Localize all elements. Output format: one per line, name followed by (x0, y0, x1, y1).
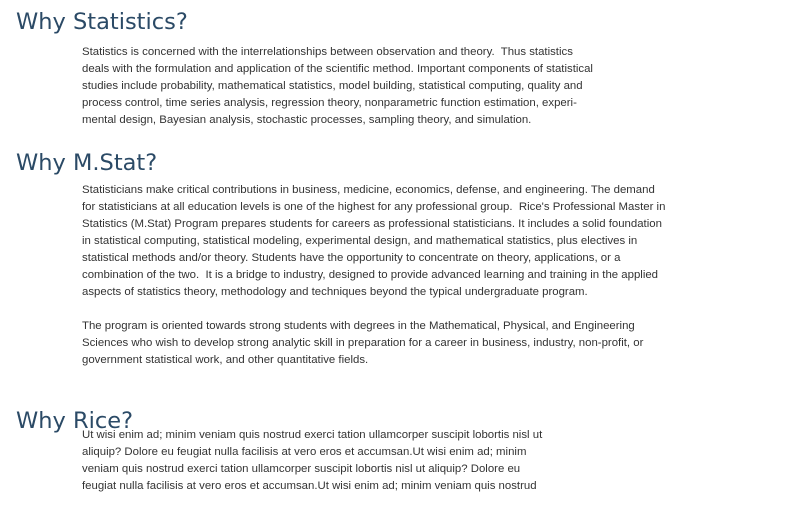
mstat-paragraph-line: for statisticians at all education levels is one of the highest for any professional group. Rice's Professional Master in (82, 201, 666, 213)
rice-paragraph-line: veniam quis nostrud exerci tation ullamcorper suscipit lobortis nisl ut aliquip? Dolore eu (82, 463, 521, 475)
rice-paragraph-line: Ut wisi enim ad; minim veniam quis nostrud exerci tation ullamcorper suscipit lobortis nisl ut (82, 429, 543, 441)
mstat-paragraph-line: aspects of statistics theory, methodology and techniques beyond the typical undergraduate program. (82, 286, 588, 298)
mstat-paragraph-line: Statisticians make critical contributions in business, medicine, economics, defense, and engineering. The demand (82, 184, 655, 196)
heading-why-rice: Why Rice? (16, 408, 134, 434)
program-paragraph-line: Sciences who wish to develop strong analytic skill in preparation for a career in business, industry, non-profit, or (82, 337, 644, 349)
statistics-paragraph-line: studies include probability, mathematical statistics, model building, statistical computing, quality and (82, 80, 583, 92)
rice-paragraph-line: feugiat nulla facilisis at vero eros et accumsan.Ut wisi enim ad; minim veniam quis nostrud (82, 480, 537, 492)
mstat-paragraph-line: combination of the two. It is a bridge to industry, designed to provide advanced learning and training in the applied (82, 269, 659, 281)
statistics-paragraph-line: deals with the formulation and application of the scientific method. Important components of statistical (82, 63, 593, 75)
program-paragraph-line: The program is oriented towards strong students with degrees in the Mathematical, Physical, and Engineering (82, 320, 635, 332)
heading-why-mstat: Why M.Stat? (16, 150, 158, 176)
heading-why-statistics: Why Statistics? (16, 9, 188, 35)
mstat-paragraph-line: Statistics (M.Stat) Program prepares students for careers as professional statisticians. It includes a solid foundation (82, 218, 662, 230)
rice-paragraph-line: aliquip? Dolore eu feugiat nulla facilisis at vero eros et accumsan.Ut wisi enim ad; minim (82, 446, 527, 458)
statistics-paragraph-line: mental design, Bayesian analysis, stochastic processes, sampling theory, and simulation. (82, 114, 532, 126)
statistics-paragraph-line: process control, time series analysis, regression theory, nonparametric function estimation, experi- (82, 97, 577, 109)
mstat-paragraph-line: in statistical computing, statistical modeling, experimental design, and mathematical statistics, plus electives in (82, 235, 638, 247)
mstat-paragraph-line: statistical methods and/or theory. Students have the opportunity to concentrate on theory, applications, or a (82, 252, 621, 264)
program-paragraph-line: government statistical work, and other quantitative fields. (82, 354, 369, 366)
statistics-paragraph-line: Statistics is concerned with the interrelationships between observation and theory. Thus statistics (82, 46, 573, 58)
